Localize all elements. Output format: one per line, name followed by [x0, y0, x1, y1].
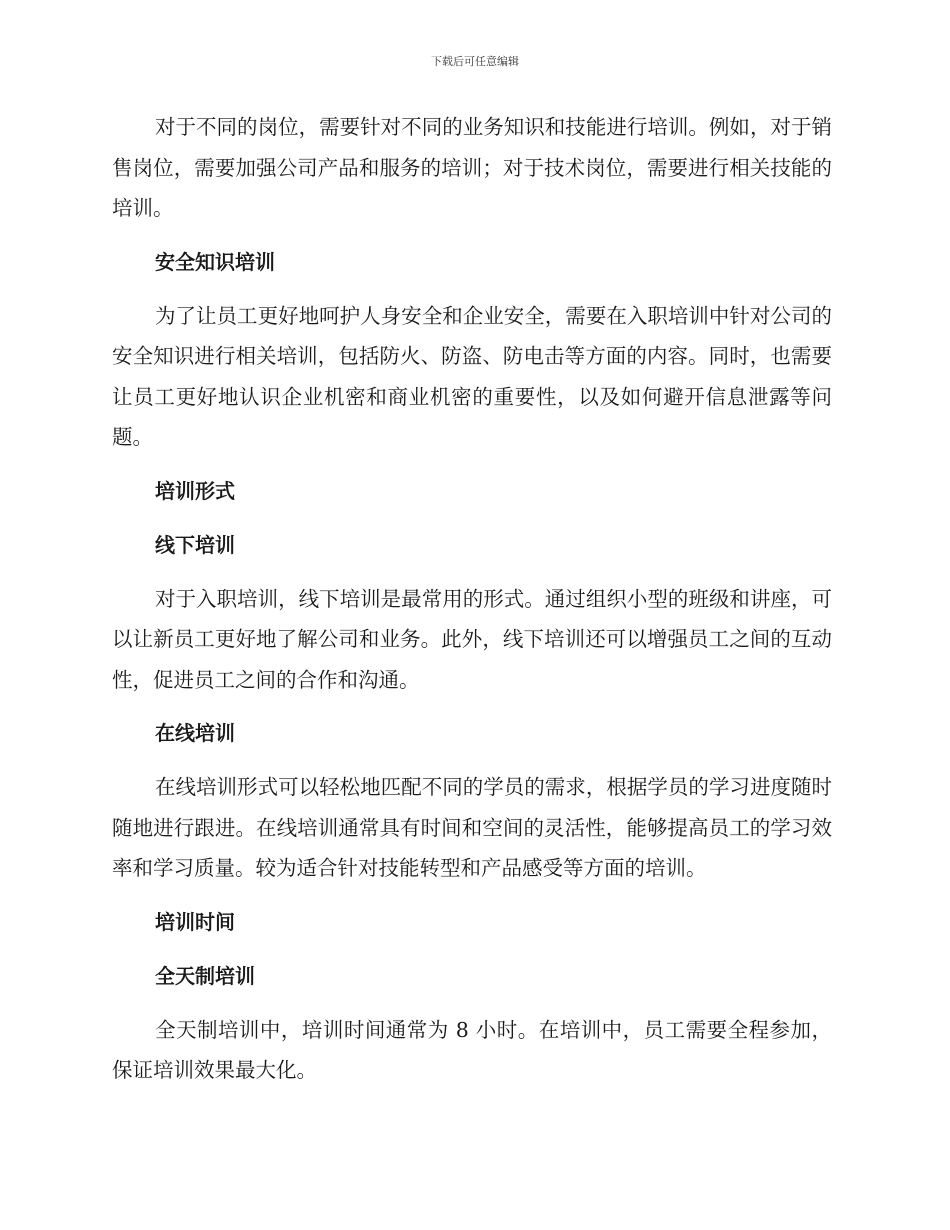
document-body: [112, 107, 832, 1104]
paragraph-offline-training: 对于入职培训，线下培训是最常用的形式。通过组织小型的班级和讲座，可以让新员工更好地了解公司和业务。此外，线下培训还可以增强员工之间的互动性，促进员工之间的合作和沟通。: [112, 586, 832, 692]
paragraph-online-training: 在线培训形式可以轻松地匹配不同的学员的需求，根据学员的学习进度随时随地进行跟进。在线培训通常具有时间和空间的灵活性，能够提高员工的学习效率和学习质量。较为适合针对技能转型和产品感受等方面的培训。: [112, 775, 832, 880]
heading-training-format: 培训形式: [155, 478, 235, 503]
paragraph-safety-training: 为了让员工更好地呵护人身安全和企业安全，需要在入职培训中针对公司的安全知识进行相关培训，包括防火、防盗、防电击等方面的内容。同时，也需要让员工更好地认识企业机密和商业机密的重要性，以及如何避开信息泄露等问题。: [112, 303, 832, 449]
heading-safety-training: 安全知识培训: [155, 249, 275, 274]
paragraph-full-day-training: 全天制培训中，培训时间通常为 8 小时。在培训中，员工需要全程参加，保证培训效果最大化。: [112, 1017, 832, 1082]
heading-training-time: 培训时间: [155, 909, 235, 934]
paragraph-job-skills: 对于不同的岗位，需要针对不同的业务知识和技能进行培训。例如，对于销售岗位，需要加强公司产品和服务的培训；对于技术岗位，需要进行相关技能的培训。: [112, 115, 832, 220]
heading-full-day-training: 全天制培训: [155, 963, 255, 988]
page-header: 下载后可任意编辑: [431, 55, 519, 68]
heading-offline-training: 线下培训: [155, 532, 235, 557]
heading-online-training: 在线培训: [155, 721, 235, 745]
